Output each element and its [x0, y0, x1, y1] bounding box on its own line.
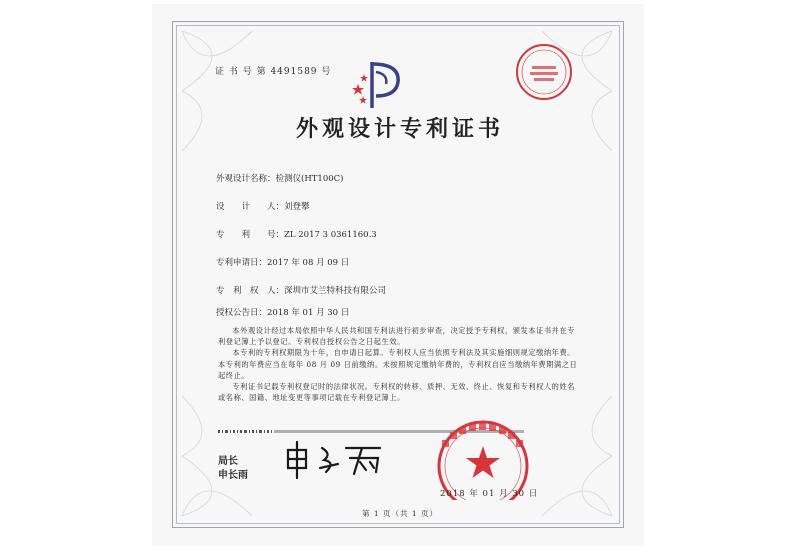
field-design-name: [216, 172, 343, 184]
director-name: 申长雨: [218, 470, 248, 481]
field-designer: [216, 200, 310, 212]
field-value: 2018 年 01 月 30 日: [267, 308, 350, 318]
field-value: 2017 年 08 月 09 日: [267, 258, 350, 268]
field-value: 深圳市艾兰特科技有限公司: [284, 286, 387, 296]
director-title: 局长: [218, 456, 238, 467]
field-label: 专 利 权 人：: [216, 286, 285, 296]
field-grant-date: [216, 306, 349, 318]
field-label: 专利申请日：: [216, 258, 268, 268]
small-seal-stamp: [512, 40, 576, 104]
field-application-date: [216, 256, 349, 268]
field-value: 检测仪(HT100C): [275, 174, 344, 184]
field-patentee: [216, 284, 386, 296]
field-label: 专 利 号：: [216, 230, 285, 240]
patent-office-logo-icon: [348, 58, 412, 112]
field-label: 设 计 人：: [216, 202, 285, 212]
field-patent-number: [216, 228, 377, 240]
seal-date: 2018 年 01 月 30 日: [440, 489, 539, 499]
director-signature: [280, 440, 390, 480]
field-label: 外观设计名称：: [216, 174, 276, 184]
field-value: ZL 2017 3 0361160.3: [284, 230, 377, 240]
certificate-body: [218, 325, 578, 403]
body-paragraph: 本外观设计经过本局依照中华人民共和国专利法进行初步审查，决定授予专利权，颁发本证书并在专利登记簿上予以登记。专利权自授权公告之日起生效。: [218, 326, 576, 347]
certificate-number: 证 书 号 第 4491589 号: [215, 67, 332, 77]
page-number: 第 1 页（共 1 页）: [361, 509, 439, 518]
field-label: 授权公告日：: [216, 308, 268, 318]
body-paragraph: 本专利的专利权期限为十年，自申请日起算。专利权人应当依照专利法及其实施细则规定缴纳年费。本专利的年费应当在每年 08 月 09 日前缴纳。未按照规定缴纳年费的，专利权自应当缴纳年费期满之日起终止。: [218, 348, 578, 380]
certificate-title: 外观设计专利证书: [295, 117, 504, 142]
field-value: 刘登攀: [284, 202, 310, 212]
body-paragraph: 专利证书记载专利权登记时的法律状况。专利权的转移、质押、无效、终止、恢复和专利权人的姓名或名称、国籍、地址变更等事项记载在专利登记簿上。: [218, 382, 576, 403]
